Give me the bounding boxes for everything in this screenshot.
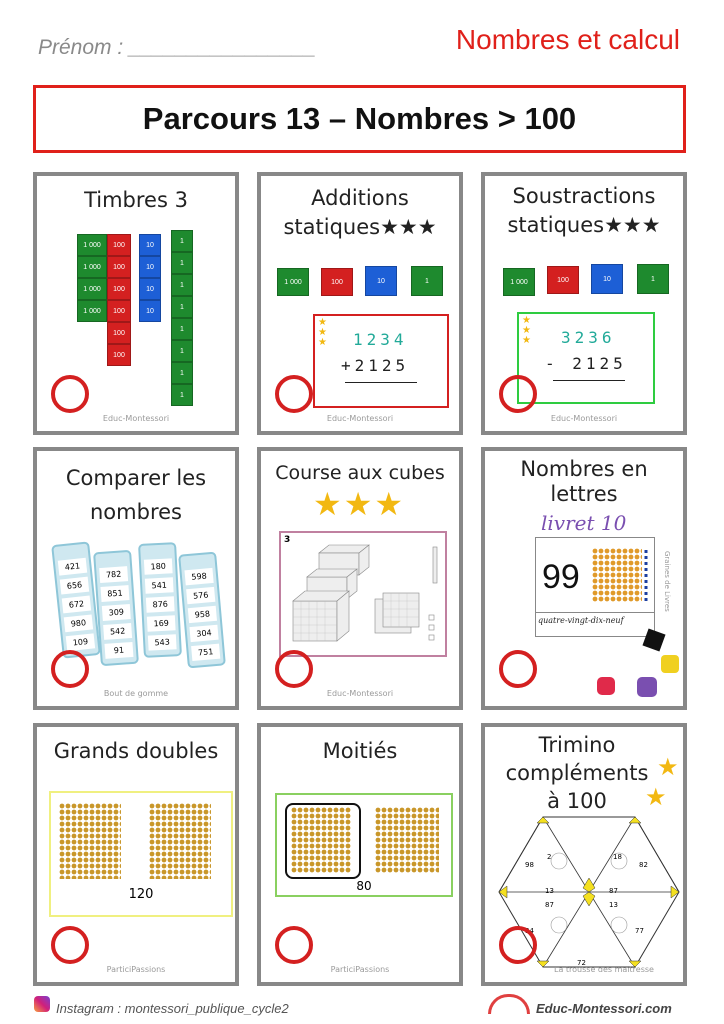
completion-circle[interactable]: [499, 926, 537, 964]
sum-line: [553, 380, 625, 381]
stamp-ten: 10: [139, 278, 161, 300]
card-number: 656: [60, 577, 89, 595]
trimino-number: 2: [547, 853, 552, 861]
trimino-number: 72: [577, 959, 586, 967]
stamp-hundred: 100: [107, 278, 131, 300]
card-number: 672: [62, 596, 91, 614]
bead-grid-drawing: [592, 548, 650, 606]
trimino-number: 18: [613, 853, 622, 861]
trimino-number: 87: [545, 901, 554, 909]
trimino-number: 13: [609, 901, 618, 909]
bead-grid: [592, 548, 650, 606]
stamp-unit: 1: [171, 362, 193, 384]
stamp-ten: 10: [139, 300, 161, 322]
addition-box: [313, 314, 449, 408]
stamp-hundred: 100: [107, 344, 131, 366]
instagram-handle[interactable]: Instagram : montessori_publique_cycle2: [56, 1001, 289, 1016]
stamp-thousand: 1 000: [277, 268, 309, 296]
card-title: Grands doubles: [53, 739, 219, 763]
card-number: 180: [144, 558, 173, 574]
card-title: Course aux cubes: [275, 462, 445, 484]
card-additions[interactable]: [257, 172, 463, 435]
card-number: 421: [58, 558, 87, 576]
card-number: 309: [102, 604, 131, 621]
stamp-hundred: 100: [107, 256, 131, 278]
doubles-value: 120: [128, 887, 154, 902]
completion-circle[interactable]: [499, 650, 537, 688]
completion-circle[interactable]: [275, 650, 313, 688]
stamp-hundred: 100: [547, 266, 579, 294]
card-timbres[interactable]: [33, 172, 239, 435]
subtraction-box: [517, 312, 655, 404]
card-title: Comparer les nombres: [65, 466, 207, 524]
card-number: 751: [191, 644, 220, 661]
page-title: [33, 85, 686, 153]
card-number: 876: [146, 596, 175, 612]
card-credit: ParticiPassions: [106, 965, 166, 974]
trimino-number: 77: [635, 927, 644, 935]
trimino-number: 34: [525, 927, 534, 935]
card-number: 304: [189, 625, 218, 642]
stamp-unit: 1: [171, 274, 193, 296]
die-purple-icon: [637, 677, 657, 697]
star-icon: ★: [657, 753, 679, 781]
card-number: 91: [104, 642, 133, 659]
completion-circle[interactable]: [51, 650, 89, 688]
stamp-hundred: 100: [107, 234, 131, 256]
page-title-text: Parcours 13 – Nombres > 100: [142, 101, 577, 136]
doubles-frame: [49, 791, 233, 917]
stamp-unit: 1: [171, 252, 193, 274]
moities-value: 80: [356, 879, 372, 893]
card-trimino[interactable]: [481, 723, 687, 986]
card-number: 576: [186, 587, 215, 604]
prenom-field[interactable]: Prénom : ________________: [38, 36, 316, 59]
card-title: Timbres 3: [84, 188, 188, 212]
trimino-number: 13: [545, 887, 554, 895]
card-credit: Educ-Montessori: [550, 414, 618, 423]
three-stars-icon: ★★★: [313, 485, 406, 523]
completion-circle[interactable]: [275, 375, 313, 413]
card-credit: Bout de gomme: [103, 689, 169, 698]
card-soustractions[interactable]: [481, 172, 687, 435]
number-99: 99: [542, 558, 580, 596]
cubes-frame: [279, 531, 447, 657]
cubes-label: 3: [284, 535, 291, 545]
card-title: Trimino compléments à 100: [505, 733, 649, 813]
card-number: 169: [147, 615, 176, 631]
stamp-unit: 1: [171, 384, 193, 406]
card-number: 541: [145, 577, 174, 593]
site-link[interactable]: Educ-Montessori.com: [536, 1001, 672, 1016]
stamp-hundred: 100: [107, 300, 131, 322]
completion-circle[interactable]: [51, 926, 89, 964]
lettres-sheet: [535, 537, 655, 637]
card-comparer[interactable]: [33, 447, 239, 710]
stamp-ten: 10: [591, 264, 623, 294]
stamp-thousand: 1 000: [77, 278, 107, 300]
card-number: 598: [184, 568, 213, 585]
card-credit: ParticiPassions: [330, 965, 390, 974]
stamp-unit: 1: [171, 340, 193, 362]
stamp-unit: 1: [171, 318, 193, 340]
topic-heading: Nombres et calcul: [455, 24, 680, 55]
rainbow-logo-icon: [488, 994, 530, 1014]
card-number: 980: [64, 614, 93, 632]
die-red-icon: [597, 677, 615, 695]
die-yellow-icon: [661, 655, 679, 673]
stamp-ten: 10: [139, 256, 161, 278]
card-title: Moitiés: [322, 739, 398, 763]
stamp-unit: 1: [171, 296, 193, 318]
trimino-number: 87: [609, 887, 618, 895]
trimino-number: 82: [639, 861, 648, 869]
stamp-hundred: 100: [321, 268, 353, 296]
card-course-cubes[interactable]: [257, 447, 463, 710]
divider: [536, 612, 654, 613]
cubes-drawing: [283, 539, 445, 655]
stamp-thousand: 1 000: [77, 300, 107, 322]
card-number: 851: [100, 585, 129, 602]
card-number: 109: [66, 633, 95, 651]
card-credit: Educ-Montessori: [102, 414, 170, 423]
card-grands-doubles[interactable]: [33, 723, 239, 986]
addition-bottom: +2125: [341, 356, 410, 375]
card-number: 782: [99, 566, 128, 583]
card-credit: Educ-Montessori: [326, 689, 394, 698]
card-number: 543: [148, 634, 177, 650]
livret-label: livret 10: [541, 511, 627, 535]
subtraction-top: 3236: [561, 328, 616, 347]
card-number: 542: [103, 623, 132, 640]
stamp-thousand: 1 000: [77, 256, 107, 278]
star-icon: ★ ★ ★: [522, 315, 531, 346]
stamp-ten: 10: [365, 266, 397, 296]
side-credit: Graines de Livres: [663, 551, 671, 612]
instagram-icon: [34, 996, 50, 1012]
completion-circle[interactable]: [499, 375, 537, 413]
card-moities[interactable]: [257, 723, 463, 986]
number-card: [138, 542, 182, 658]
number-card: [93, 550, 139, 666]
card-title: Nombres en lettres: [520, 457, 648, 506]
card-credit: La trousse des maitresse: [554, 965, 654, 974]
card-title: Additions statiques★★★: [283, 186, 437, 239]
stamp-hundred: 100: [107, 322, 131, 344]
stamp-unit: 1: [171, 230, 193, 252]
number-words: quatre-vingt-dix-neuf: [538, 616, 624, 625]
doubles-beads: [59, 803, 227, 879]
star-icon: ★ ★ ★: [318, 317, 327, 348]
addition-top: 1234: [353, 330, 408, 349]
subtraction-bottom: - 2125: [545, 354, 627, 373]
card-nombres-lettres[interactable]: [481, 447, 687, 710]
stamp-thousand: 1 000: [503, 268, 535, 296]
sum-line: [345, 382, 417, 383]
completion-circle[interactable]: [51, 375, 89, 413]
moities-frame: [275, 793, 453, 897]
card-credit: Educ-Montessori: [326, 414, 394, 423]
star-icon: ★: [645, 783, 667, 811]
card-title: Soustractions statiques★★★: [507, 184, 661, 237]
stamp-ten: 10: [139, 234, 161, 256]
trimino-number: 98: [525, 861, 534, 869]
number-card: [178, 552, 226, 669]
moities-beads: [291, 807, 447, 873]
stamp-unit: 1: [411, 266, 443, 296]
card-number: 958: [188, 606, 217, 623]
completion-circle[interactable]: [275, 926, 313, 964]
stamp-thousand: 1 000: [77, 234, 107, 256]
stamp-unit: 1: [637, 264, 669, 294]
